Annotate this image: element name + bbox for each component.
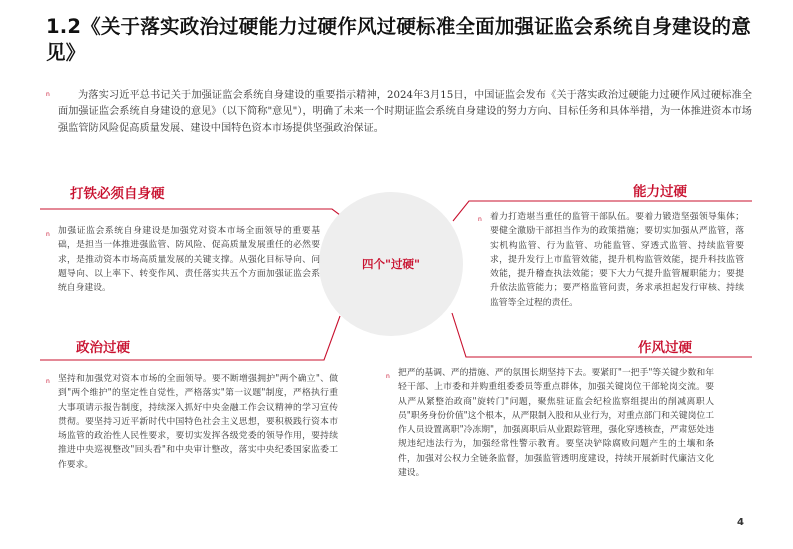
intro-bullet: n (46, 91, 50, 98)
intro-paragraph: 为落实习近平总书记关于加强证监会系统自身建设的重要指示精神，2024年3月15日，中国证监会发布《关于落实政治过硬能力过硬作风过硬标准全面加强证监会系统自身建设的意见》（以下简称"意见"），明确了未来一个时期证监会系统自身建设的努力方向、目标任务和具体举措，为一体推进资本市场强监管防风险促高质量发展、建设中国特色资本市场提供坚强政治保证。 (58, 90, 752, 134)
bullet-bottom-left: n (46, 378, 50, 385)
page-number: 4 (737, 517, 744, 528)
section-title-top-right: 能力过硬 (633, 184, 687, 200)
section-text-bottom-left: 坚持和加强党对资本市场的全面领导。要不断增强拥护"两个确立"、做到"两个维护"的坚定性自觉性，严格落实"第一议题"制度，严格执行重大事项请示报告制度，持续深入抓好中央金融工作会议精神的学习宣传贯彻。要坚持习近平新时代中国特色社会主义思想，要积极践行资本市场监管的政治性人民性要求，要切实发挥各级党委的领导作用，要持续推进中央巡视整改"回头看"和中央审计整改，落实中央纪委国家监委工作要求。 (58, 374, 338, 470)
bullet-bottom-right: n (386, 373, 390, 380)
center-label: 四个"过硬" (362, 257, 420, 271)
page-title: 1.2《关于落实政治过硬能力过硬作风过硬标准全面加强证监会系统自身建设的意见》 (46, 15, 751, 64)
section-title-bottom-right: 作风过硬 (638, 340, 692, 356)
connector-top-left (40, 209, 348, 221)
section-text-top-left: 加强证监会系统自身建设是加强党对资本市场全面领导的重要基础，是担当一体推进强监管、防风险、促高质量发展重任的必然要求，是推动资本市场高质量发展的关键支撑。从强化目标导向、问题导向、以上率下、转变作风、责任落实共五个方面加强证监会系统自身建设。 (58, 226, 320, 294)
bullet-top-left: n (46, 231, 50, 238)
connector-bottom-right (452, 313, 752, 357)
section-title-bottom-left: 政治过硬 (76, 340, 130, 356)
section-text-top-right: 着力打造堪当重任的监管干部队伍。要着力锻造坚强领导集体；要健全激励干部担当作为的政策措施；要切实加强从严监管，落实机构监管、行为监管、功能监管、穿透式监管、持续监管要求，提升发行上市监管效能，提升机构监管效能，提升科技监管效能，提升稽查执法效能；要下大力气提升监管履职能力；要提升依法监管能力；要严格监管问责，务求承担起发行审核、持续监管等全过程的责任。 (490, 212, 744, 308)
section-title-top-left: 打铁必须自身硬 (70, 186, 165, 202)
section-text-bottom-right: 把严的基调、严的措施、严的氛围长期坚持下去。要紧盯"一把手"等关键少数和年轻干部、上市委和并购重组委委员等重点群体，加强关键岗位干部轮岗交流。要从严从紧整治政商"旋转门"问题，聚焦驻证监会纪检监察组提出的削减离职人员"职务身份价值"这个根本，从严限制入股和从业行为，对重点部门和关键岗位工作人员设置离职"冷冻期"，加强离职后从业跟踪管理，强化穿透核查，严肃惩处违规违纪违法行为，加强经常性警示教育。要坚决铲除腐败问题产生的土壤和条件，加强对公权力全链条监督，加强监管透明度建设，持续开展新时代廉洁文化建设。 (398, 368, 714, 479)
bullet-top-right: n (478, 216, 482, 223)
